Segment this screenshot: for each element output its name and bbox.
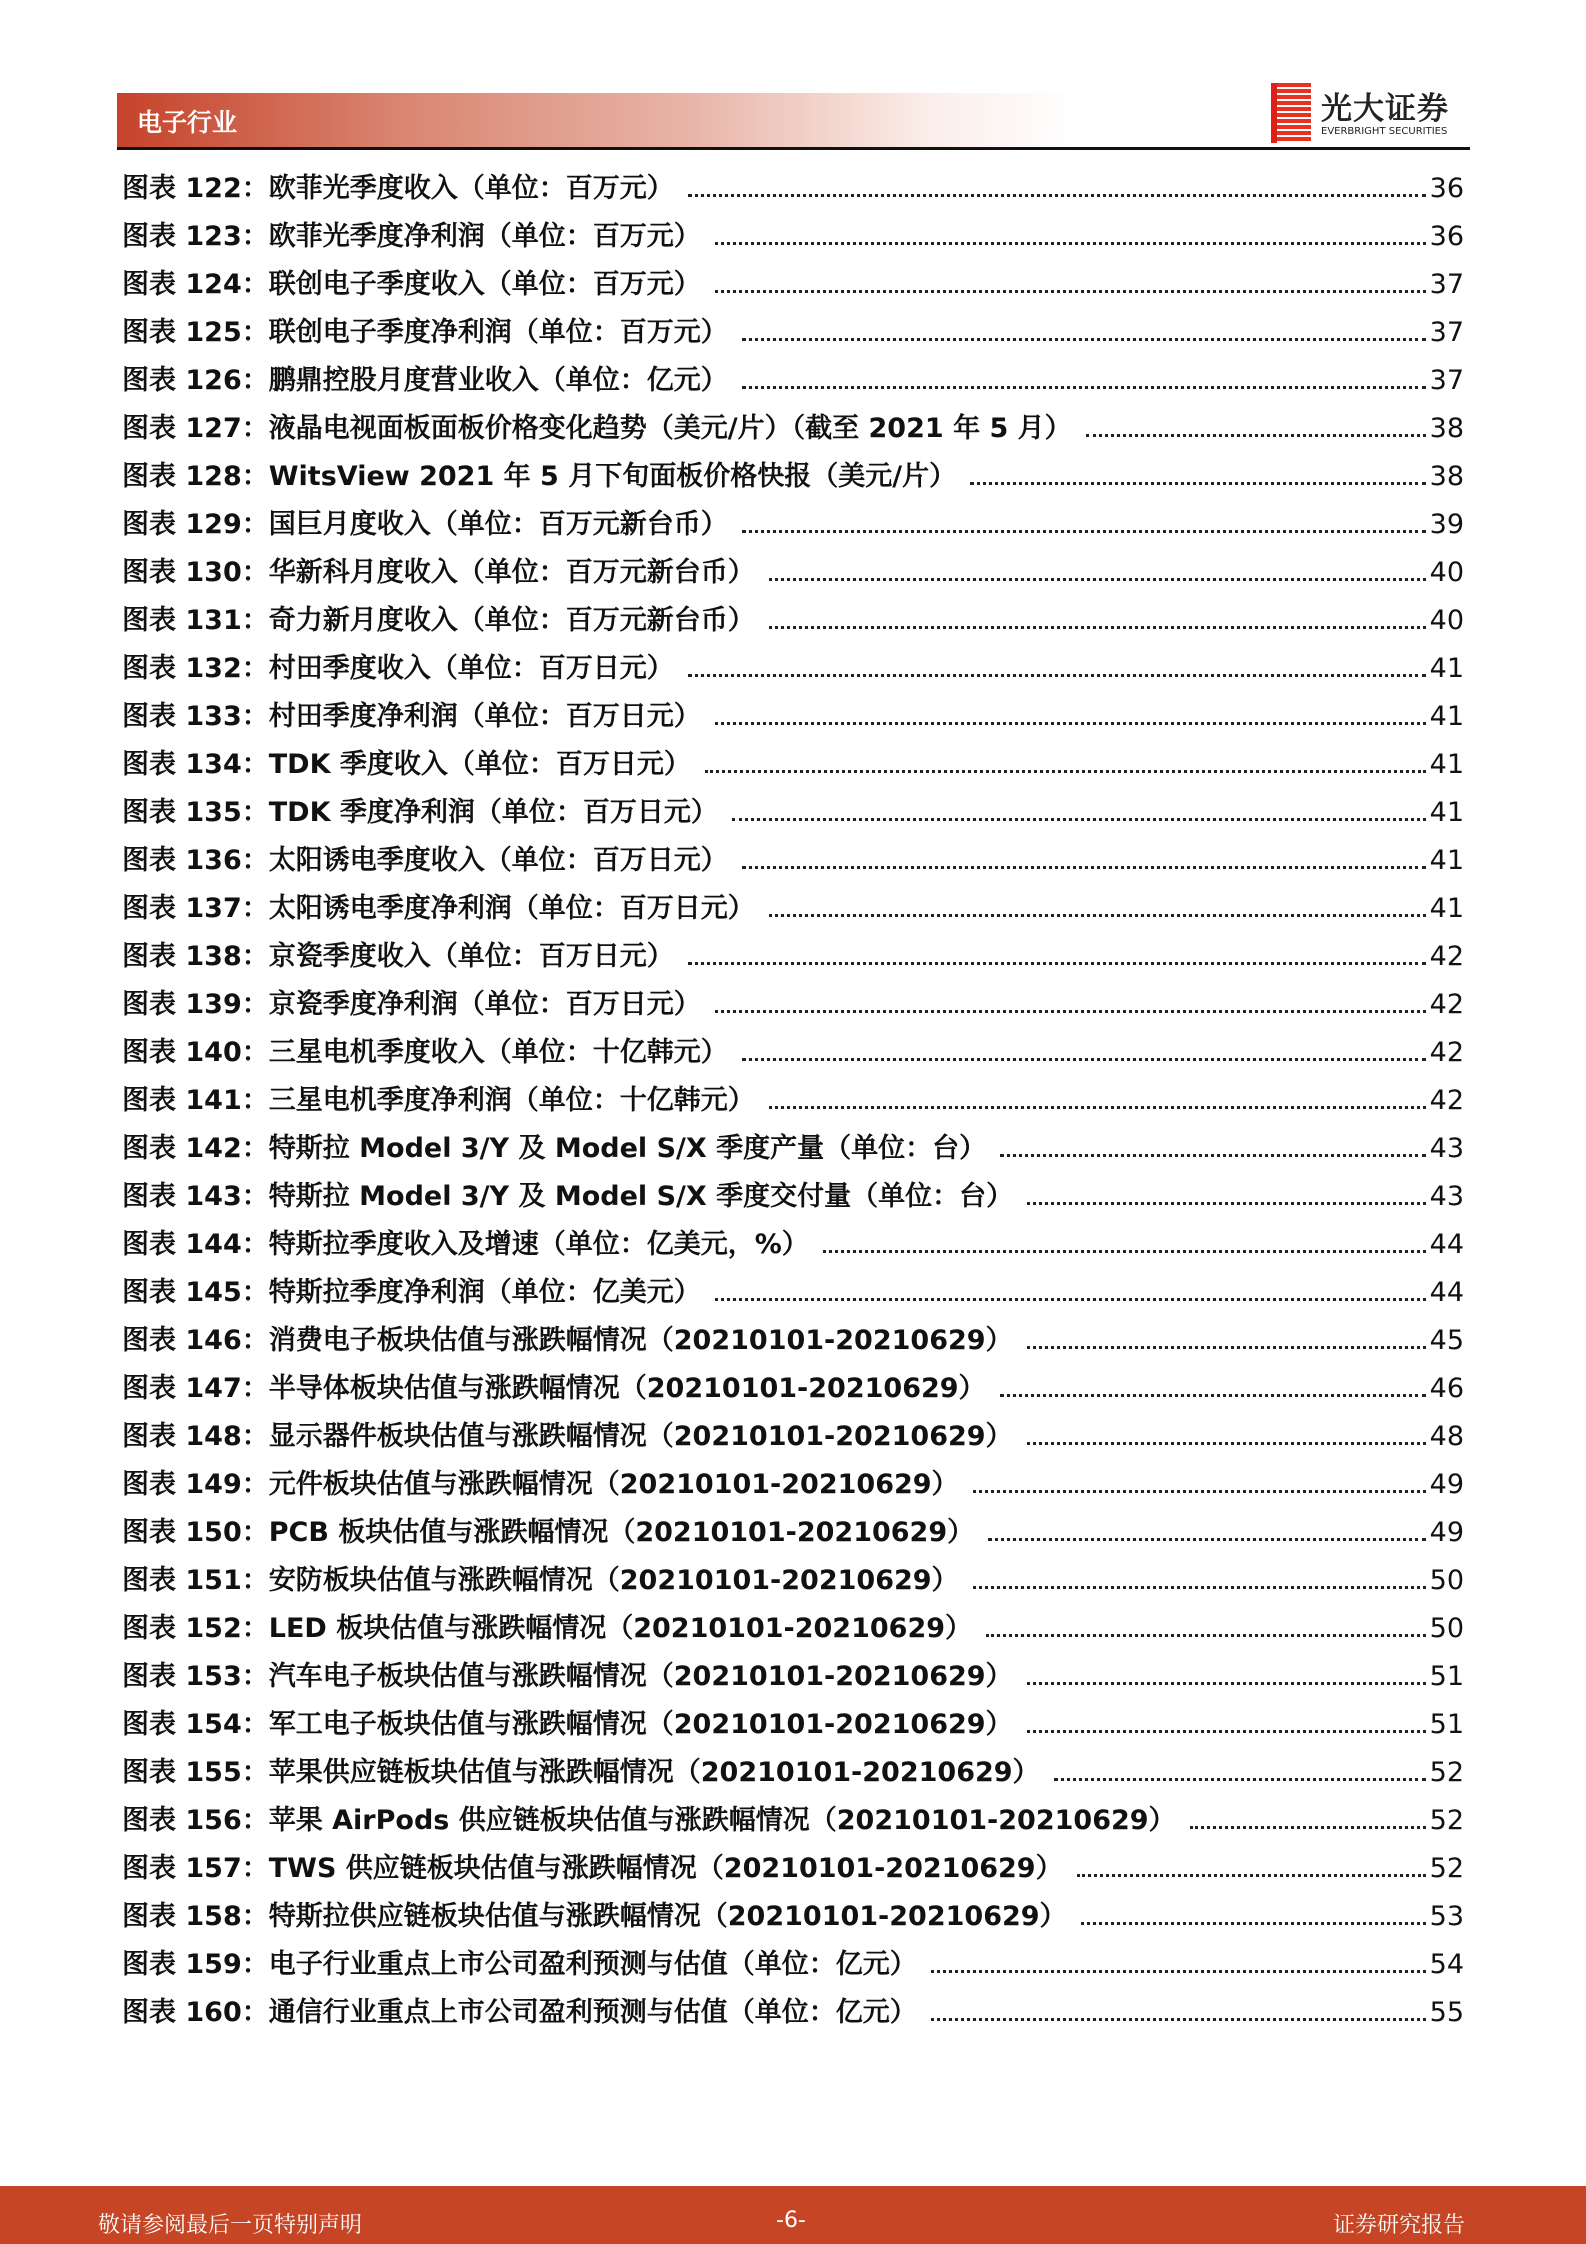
dot-leader: [1054, 1778, 1426, 1781]
dot-leader: [742, 338, 1426, 341]
toc-entry[interactable]: [122, 1318, 1464, 1366]
toc-entry-page[interactable]: 51: [1429, 1661, 1464, 1692]
toc-entry[interactable]: [122, 1510, 1464, 1558]
toc-entry[interactable]: [122, 166, 1464, 214]
toc-entry[interactable]: [122, 1174, 1464, 1222]
toc-entry-label[interactable]: 图表 128：WitsView 2021 年 5 月下旬面板价格快报（美元/片）: [122, 461, 957, 492]
toc-entry-label[interactable]: 图表 130：华新科月度收入（单位：百万元新台币）: [122, 557, 755, 588]
toc-entry-label[interactable]: 图表 126：鹏鼎控股月度营业收入（单位：亿元）: [122, 365, 728, 396]
dot-leader: [705, 770, 1426, 773]
toc-entry[interactable]: [122, 1654, 1464, 1702]
dot-leader: [970, 482, 1426, 485]
dot-leader: [988, 1538, 1426, 1541]
toc-entry[interactable]: [122, 454, 1464, 502]
toc-entry-page[interactable]: 49: [1429, 1517, 1464, 1548]
dot-leader: [742, 530, 1426, 533]
dot-leader: [1190, 1826, 1426, 1829]
toc-entry-label[interactable]: 图表 136：太阳诱电季度收入（单位：百万日元）: [122, 845, 728, 876]
dot-leader: [1027, 1442, 1426, 1445]
toc-entry[interactable]: [122, 694, 1464, 742]
toc-entry-label[interactable]: 图表 143：特斯拉 Model 3/Y 及 Model S/X 季度交付量（单位：台）: [122, 1181, 1014, 1212]
toc-entry-label[interactable]: 图表 132：村田季度收入（单位：百万日元）: [122, 653, 674, 684]
toc-entry-page[interactable]: 41: [1429, 893, 1464, 924]
toc-entry-label[interactable]: 图表 141：三星电机季度净利润（单位：十亿韩元）: [122, 1085, 755, 1116]
toc-entry[interactable]: [122, 1846, 1464, 1894]
toc-entry-label[interactable]: 图表 157：TWS 供应链板块估值与涨跌幅情况（20210101-20210629）: [122, 1853, 1063, 1884]
dot-leader: [742, 386, 1426, 389]
toc-entry-page[interactable]: 52: [1429, 1757, 1464, 1788]
toc-entry-label[interactable]: 图表 154：军工电子板块估值与涨跌幅情况（20210101-20210629）: [122, 1709, 1013, 1740]
dot-leader: [1081, 1922, 1426, 1925]
toc-entry-label[interactable]: 图表 127：液晶电视面板面板价格变化趋势（美元/片）（截至 2021 年 5 月）: [122, 413, 1072, 444]
toc-entry[interactable]: [122, 262, 1464, 310]
toc-entry-page[interactable]: 50: [1429, 1565, 1464, 1596]
dot-leader: [688, 194, 1426, 197]
toc-entry-label[interactable]: 图表 142：特斯拉 Model 3/Y 及 Model S/X 季度产量（单位：台）: [122, 1133, 987, 1164]
toc-entry[interactable]: [122, 1750, 1464, 1798]
footer-disclaimer: 敬请参阅最后一页特别声明: [98, 2213, 363, 2238]
toc-entry-label[interactable]: 图表 137：太阳诱电季度净利润（单位：百万日元）: [122, 893, 755, 924]
toc-entry-label[interactable]: 图表 129：国巨月度收入（单位：百万元新台币）: [122, 509, 728, 540]
page-number: -6-: [776, 2208, 806, 2233]
toc-entry-page[interactable]: 38: [1429, 413, 1464, 444]
toc-entry[interactable]: [122, 358, 1464, 406]
toc-entry-label[interactable]: 图表 124：联创电子季度收入（单位：百万元）: [122, 269, 701, 300]
toc-entry[interactable]: [122, 502, 1464, 550]
dot-leader: [931, 2018, 1426, 2021]
toc-entry-label[interactable]: 图表 134：TDK 季度收入（单位：百万日元）: [122, 749, 691, 780]
dot-leader: [973, 1490, 1426, 1493]
toc-entry-page[interactable]: 44: [1429, 1229, 1464, 1260]
toc-entry[interactable]: [122, 1270, 1464, 1318]
dot-leader: [973, 1586, 1426, 1589]
toc-entry-page[interactable]: 53: [1429, 1901, 1464, 1932]
toc-entry-label[interactable]: 图表 151：安防板块估值与涨跌幅情况（20210101-20210629）: [122, 1565, 959, 1596]
dot-leader: [1086, 434, 1426, 437]
dot-leader: [715, 242, 1426, 245]
toc-entry[interactable]: [122, 838, 1464, 886]
toc-entry[interactable]: [122, 1366, 1464, 1414]
toc-entry-label[interactable]: 图表 160：通信行业重点上市公司盈利预测与估值（单位：亿元）: [122, 1997, 917, 2028]
toc-entry-page[interactable]: 41: [1429, 845, 1464, 876]
toc-entry-page[interactable]: 42: [1429, 989, 1464, 1020]
toc-entry-label[interactable]: 图表 138：京瓷季度收入（单位：百万日元）: [122, 941, 674, 972]
toc-entry-page[interactable]: 37: [1429, 317, 1464, 348]
header-divider: [117, 147, 1470, 150]
dot-leader: [688, 962, 1426, 965]
toc-entry[interactable]: [122, 598, 1464, 646]
table-of-figures: [122, 166, 1464, 2038]
toc-entry-label[interactable]: 图表 149：元件板块估值与涨跌幅情况（20210101-20210629）: [122, 1469, 959, 1500]
toc-entry[interactable]: [122, 550, 1464, 598]
toc-entry-page[interactable]: 40: [1429, 605, 1464, 636]
toc-entry[interactable]: [122, 1606, 1464, 1654]
dot-leader: [715, 290, 1426, 293]
company-logo: [1271, 83, 1467, 143]
toc-entry-page[interactable]: 49: [1429, 1469, 1464, 1500]
toc-entry[interactable]: [122, 310, 1464, 358]
logo-text-en: EVERBRIGHT SECURITIES: [1321, 126, 1448, 137]
toc-entry[interactable]: [122, 1222, 1464, 1270]
dot-leader: [715, 1298, 1426, 1301]
dot-leader: [715, 1010, 1426, 1013]
logo-text-cn: 光大证券: [1321, 91, 1449, 127]
toc-entry-page[interactable]: 40: [1429, 557, 1464, 588]
toc-entry-label[interactable]: 图表 153：汽车电子板块估值与涨跌幅情况（20210101-20210629）: [122, 1661, 1013, 1692]
toc-entry[interactable]: [122, 790, 1464, 838]
toc-entry-page[interactable]: 37: [1429, 365, 1464, 396]
toc-entry-page[interactable]: 42: [1429, 941, 1464, 972]
toc-entry-page[interactable]: 51: [1429, 1709, 1464, 1740]
toc-entry-label[interactable]: 图表 139：京瓷季度净利润（单位：百万日元）: [122, 989, 701, 1020]
toc-entry-label[interactable]: 图表 148：显示器件板块估值与涨跌幅情况（20210101-20210629）: [122, 1421, 1013, 1452]
dot-leader: [732, 818, 1426, 821]
toc-entry[interactable]: [122, 406, 1464, 454]
dot-leader: [1027, 1346, 1426, 1349]
toc-entry-label[interactable]: 图表 135：TDK 季度净利润（单位：百万日元）: [122, 797, 718, 828]
toc-entry-label[interactable]: 图表 131：奇力新月度收入（单位：百万元新台币）: [122, 605, 755, 636]
dot-leader: [769, 626, 1426, 629]
toc-entry-label[interactable]: 图表 133：村田季度净利润（单位：百万日元）: [122, 701, 701, 732]
toc-entry-page[interactable]: 55: [1429, 1997, 1464, 2028]
section-title: 电子行业: [137, 108, 238, 137]
toc-entry-label[interactable]: 图表 152：LED 板块估值与涨跌幅情况（20210101-20210629）: [122, 1613, 973, 1644]
toc-entry-page[interactable]: 36: [1429, 221, 1464, 252]
toc-entry-page[interactable]: 42: [1429, 1085, 1464, 1116]
toc-entry-page[interactable]: 52: [1429, 1853, 1464, 1884]
toc-entry-label[interactable]: 图表 156：苹果 AirPods 供应链板块估值与涨跌幅情况（20210101-20210629）: [122, 1805, 1176, 1836]
toc-entry[interactable]: [122, 1942, 1464, 1990]
dot-leader: [769, 1106, 1426, 1109]
dot-leader: [1027, 1202, 1426, 1205]
toc-entry-page[interactable]: 38: [1429, 461, 1464, 492]
toc-entry[interactable]: [122, 1990, 1464, 2038]
toc-entry-page[interactable]: 36: [1429, 173, 1464, 204]
toc-entry-page[interactable]: 39: [1429, 509, 1464, 540]
toc-entry-page[interactable]: 50: [1429, 1613, 1464, 1644]
toc-entry-page[interactable]: 46: [1429, 1373, 1464, 1404]
toc-entry[interactable]: [122, 214, 1464, 262]
toc-entry[interactable]: [122, 1030, 1464, 1078]
toc-entry-page[interactable]: 44: [1429, 1277, 1464, 1308]
dot-leader: [823, 1250, 1426, 1253]
logo-mark-icon: [1271, 83, 1311, 143]
toc-entry-page[interactable]: 41: [1429, 749, 1464, 780]
toc-entry-label[interactable]: 图表 125：联创电子季度净利润（单位：百万元）: [122, 317, 728, 348]
toc-entry-label[interactable]: 图表 159：电子行业重点上市公司盈利预测与估值（单位：亿元）: [122, 1949, 917, 1980]
toc-entry[interactable]: [122, 1126, 1464, 1174]
toc-entry[interactable]: [122, 982, 1464, 1030]
toc-entry-page[interactable]: 41: [1429, 701, 1464, 732]
toc-entry-page[interactable]: 41: [1429, 653, 1464, 684]
dot-leader: [769, 914, 1426, 917]
toc-entry[interactable]: [122, 742, 1464, 790]
toc-entry-page[interactable]: 52: [1429, 1805, 1464, 1836]
header-banner: [117, 93, 1077, 147]
toc-entry[interactable]: [122, 1894, 1464, 1942]
toc-entry-page[interactable]: 48: [1429, 1421, 1464, 1452]
dot-leader: [688, 674, 1426, 677]
dot-leader: [769, 578, 1426, 581]
toc-entry[interactable]: [122, 1798, 1464, 1846]
toc-entry[interactable]: [122, 934, 1464, 982]
footer-report-type: 证券研究报告: [1333, 2213, 1466, 2238]
toc-entry-label[interactable]: 图表 123：欧菲光季度净利润（单位：百万元）: [122, 221, 701, 252]
toc-entry[interactable]: [122, 1558, 1464, 1606]
dot-leader: [1027, 1682, 1426, 1685]
toc-entry-label[interactable]: 图表 140：三星电机季度收入（单位：十亿韩元）: [122, 1037, 728, 1068]
toc-entry[interactable]: [122, 886, 1464, 934]
footer-bar: [0, 2186, 1586, 2244]
dot-leader: [715, 722, 1426, 725]
dot-leader: [1000, 1154, 1426, 1157]
toc-entry-page[interactable]: 54: [1429, 1949, 1464, 1980]
toc-entry-label[interactable]: 图表 150：PCB 板块估值与涨跌幅情况（20210101-20210629）: [122, 1517, 975, 1548]
toc-entry[interactable]: [122, 1462, 1464, 1510]
toc-entry-label[interactable]: 图表 122：欧菲光季度收入（单位：百万元）: [122, 173, 674, 204]
dot-leader: [931, 1970, 1426, 1973]
toc-entry[interactable]: [122, 1078, 1464, 1126]
dot-leader: [986, 1634, 1426, 1637]
toc-entry-label[interactable]: 图表 147：半导体板块估值与涨跌幅情况（20210101-20210629）: [122, 1373, 986, 1404]
toc-entry-label[interactable]: 图表 144：特斯拉季度收入及增速（单位：亿美元，%）: [122, 1229, 809, 1260]
toc-entry[interactable]: [122, 646, 1464, 694]
toc-entry[interactable]: [122, 1414, 1464, 1462]
toc-entry-label[interactable]: 图表 145：特斯拉季度净利润（单位：亿美元）: [122, 1277, 701, 1308]
dot-leader: [1000, 1394, 1426, 1397]
toc-entry-page[interactable]: 43: [1429, 1133, 1464, 1164]
toc-entry-page[interactable]: 41: [1429, 797, 1464, 828]
dot-leader: [742, 1058, 1426, 1061]
toc-entry[interactable]: [122, 1702, 1464, 1750]
toc-entry-label[interactable]: 图表 158：特斯拉供应链板块估值与涨跌幅情况（20210101-20210629）: [122, 1901, 1067, 1932]
toc-entry-page[interactable]: 45: [1429, 1325, 1464, 1356]
dot-leader: [1077, 1874, 1426, 1877]
toc-entry-page[interactable]: 42: [1429, 1037, 1464, 1068]
toc-entry-label[interactable]: 图表 155：苹果供应链板块估值与涨跌幅情况（20210101-20210629）: [122, 1757, 1040, 1788]
toc-entry-label[interactable]: 图表 146：消费电子板块估值与涨跌幅情况（20210101-20210629）: [122, 1325, 1013, 1356]
dot-leader: [1027, 1730, 1426, 1733]
toc-entry-page[interactable]: 43: [1429, 1181, 1464, 1212]
toc-entry-page[interactable]: 37: [1429, 269, 1464, 300]
dot-leader: [742, 866, 1426, 869]
